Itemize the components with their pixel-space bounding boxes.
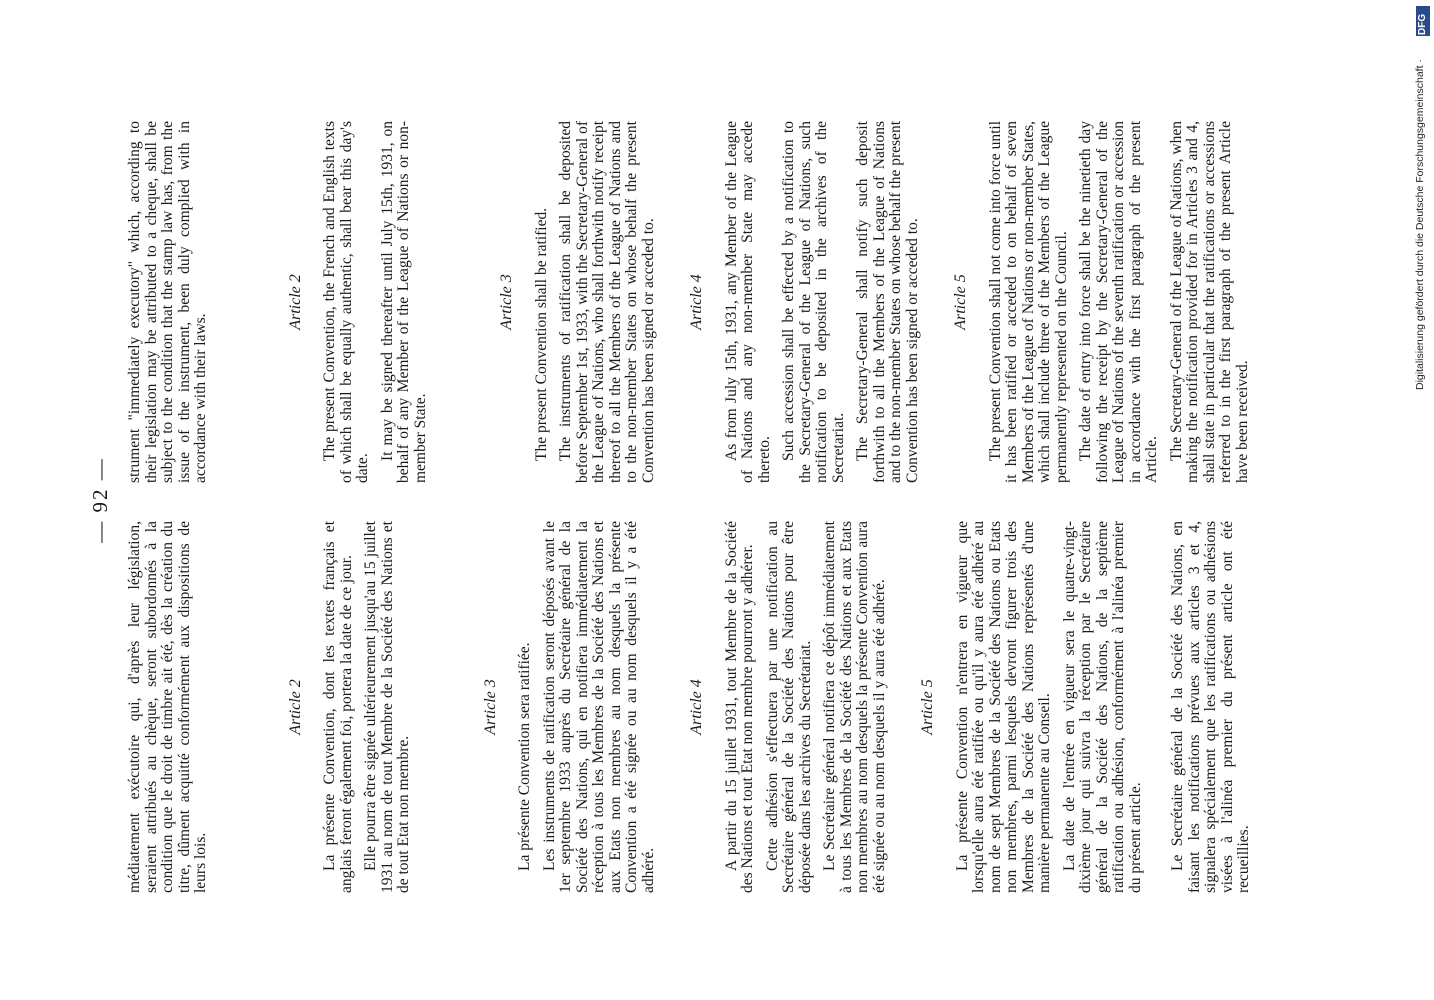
english-column xyxy=(127,121,1259,483)
fr-article-5-paragraph: La date de l'entrée en vigueur sera le quatre-vingt-dixième jour qui suivra la réception par le Secrétaire général de la Société des Nations, de la septième ratification ou adhésion, conformément à l'alinéa premier du présent article. xyxy=(1060,521,1144,893)
en-article-4-heading: Article 4 xyxy=(688,274,705,330)
fr-article-3-heading: Article 3 xyxy=(481,679,499,735)
fr-article-4-heading: Article 4 xyxy=(688,679,705,735)
fr-continued-paragraph: médiatement exécutoire qui, d'après leur législation, seraient attribués au chèque, seront subordonnés à la condition que le droit de timbre ait été, dès la création du titre, dûment acquitté conformément aux dispositions de leurs lois. xyxy=(126,521,209,893)
en-article-4-paragraph: As from July 15th, 1931, any Member of the League of Nations and any non-member State may accede thereto. xyxy=(722,121,773,483)
en-article-5-paragraph: The date of entry into force shall be the ninetieth day following the receipt by the Secretary-General of the League of Nations of the seventh ratification or accession in accordance with the first paragraph of the present Article. xyxy=(1077,121,1160,483)
fr-article-3-paragraph: La présente Convention sera ratifiée. xyxy=(516,642,533,871)
fr-article-2-heading: Article 2 xyxy=(286,679,304,735)
fr-article-2-paragraph: La présente Convention, dont les textes français et anglais feront également foi, portera la date de ce jour. xyxy=(321,521,355,893)
en-article-5-heading: Article 5 xyxy=(952,274,969,330)
digitization-credit xyxy=(1414,10,1428,390)
en-article-3-heading: Article 3 xyxy=(498,274,515,330)
fr-article-5-paragraph: Le Secrétaire général de la Société des Nations, en faisant les notifications prévues aux articles 3 et 4, signalera spécialement que les ratifications ou adhésions visées à l'alinéa premier du présent article ont été recueillies. xyxy=(1169,521,1252,893)
digitization-credit-text: Digitalisierung gefördert durch die Deutsche Forschungsgemeinschaft · xyxy=(1414,59,1426,390)
en-article-5-paragraph: The present Convention shall not come into force until it has been ratified or acceded to on behalf of seven Members of the League of Nations or non-member States, which shall include three of the Members of the League permanently represented on the Council. xyxy=(986,121,1070,483)
en-continued-paragraph: strument "immediately executory" which, according to their legislation may be attributed to a cheque, shall be subject to the condition that the stamp law has, from the issue of the instrument, been duly complied with in accordance with their laws. xyxy=(126,121,209,483)
en-article-2-heading: Article 2 xyxy=(286,274,304,330)
en-article-4-paragraph: Such accession shall be effected by a notification to the Secretary-General of the League of Nations, such notification to be deposited in the archives of the Secretariat. xyxy=(780,121,847,483)
dfg-logo-text: DFG xyxy=(1417,13,1428,35)
en-article-3-paragraph: The instruments of ratification shall be deposited before September 1st, 1933, with the Secretary-General of the League of Nations, who shall forthwith notify receipt thereof to all the Members of the League of Nations and to the non-member States on whose behalf the present Convention has been signed or acceded to. xyxy=(557,121,657,483)
french-column xyxy=(127,521,1261,893)
en-article-5-paragraph: The Secretary-General of the League of Nations, when making the notification provided for in Articles 3 and 4, shall state in particular that the ratifications or accessions referred to in the first paragraph of the present Article have been received. xyxy=(1167,121,1251,483)
en-article-4-paragraph: The Secretary-General shall notify such deposit forthwith to all the Members of the League of Nations and to the non-member States on whose behalf the present Convention has been signed or acceded to. xyxy=(854,121,921,483)
fr-article-2-paragraph: Elle pourra être signée ultérieurement jusqu'au 15 juillet 1931 au nom de tout Membre de la Société des Nations et de tout Etat non membre. xyxy=(362,521,412,893)
fr-article-4-paragraph: Le Secrétaire général notifiera ce dépôt immédiatement à tous les Membres de la Société des Nations et aux Etats non membres au nom desquels la présente Convention aura été signée ou au nom desquels il y aura été adhéré. xyxy=(821,521,888,893)
en-article-2-paragraph: The present Convention, the French and English texts of which shall be equally authentic, shall bear this day's date. xyxy=(321,121,371,483)
en-article-3-paragraph: The present Convention shall be ratified. xyxy=(532,207,550,461)
fr-article-3-paragraph: Les instruments de ratification seront déposés avant le 1er septembre 1933 auprès du Secrétaire général de la Société des Nations, qui en notifiera immédiatement la réception à tous les Membres de la Société des Nations et aux Etats non membres au nom desquels la présente Convention a été signée ou au nom desquels il y a été adhéré. xyxy=(540,521,657,893)
fr-article-5-paragraph: La présente Convention n'entrera en vigueur que lorsqu'elle aura été ratifiée ou qu'il y aura été adhéré au nom de sept Membres de la Société des Nations ou Etats non membres, parmi lesquels devront figurer trois des Membres de la Société des Nations représentés d'une manière permanente au Conseil. xyxy=(953,521,1053,893)
page-number: — 92 — xyxy=(88,457,112,543)
fr-article-4-paragraph: Cette adhésion s'effectuera par une notification au Secrétaire général de la Société des Nations pour être déposée dans les archives du Secrétariat. xyxy=(763,521,814,893)
fr-article-4-paragraph: A partir du 15 juillet 1931, tout Membre de la Société des Nations et tout Etat non membre pourront y adhérer. xyxy=(722,521,756,893)
en-article-2-paragraph: It may be signed thereafter until July 15th, 1931, on behalf of any Member of the League of Nations or non-member State. xyxy=(378,121,429,483)
fr-article-5-heading: Article 5 xyxy=(919,679,936,735)
